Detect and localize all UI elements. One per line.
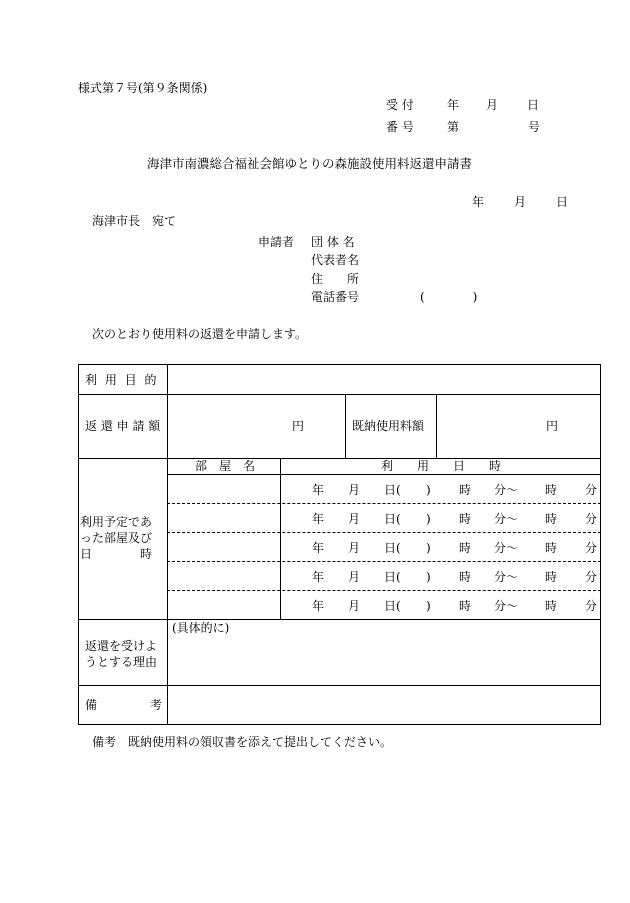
remarks-label-right: 考 [150, 698, 163, 712]
refund-yen: 円 [292, 419, 305, 433]
date-unit-label: 時 [459, 512, 472, 526]
phone-label: 電話番号 [311, 290, 360, 304]
date-unit-label: 分～ [494, 599, 519, 613]
date-unit-label: 日( [384, 570, 401, 584]
refund-amount-label: 返 還 申 請 額 [85, 419, 161, 433]
date-unit-label: 日( [384, 541, 401, 555]
date-unit-label: 日( [384, 512, 401, 526]
paid-fee-label: 既納使用料額 [352, 419, 425, 433]
document-title: 海津市南濃総合福祉会館ゆとりの森施設使用料返還申請書 [147, 156, 473, 171]
representative-label: 代表者名 [311, 253, 360, 267]
date-unit-label: 分 [585, 512, 598, 526]
date-unit-label: 月 [348, 570, 361, 584]
applicant-label: 申請者 [258, 235, 295, 249]
remarks-label-left: 備 [85, 698, 98, 712]
number-suffix: 号 [528, 120, 541, 134]
date-unit-label: 時 [459, 483, 472, 497]
footer-note: 備考 既納使用料の領収書を添えて提出してください。 [92, 735, 393, 749]
date-unit-label: 分～ [494, 541, 519, 555]
date-unit-label: 分～ [494, 570, 519, 584]
statement: 次のとおり使用料の返還を申請します。 [92, 327, 308, 341]
room-label-line1: 利用予定であ [80, 515, 153, 529]
group-name-label: 団 体 名 [311, 235, 355, 249]
date-unit-label: ) [426, 541, 431, 555]
date-year: 年 [472, 195, 485, 209]
room-label-line3: 日 時 [80, 547, 153, 561]
date-unit-label: 日( [384, 483, 401, 497]
date-unit-label: 月 [348, 512, 361, 526]
date-unit-label: ) [426, 512, 431, 526]
date-unit-label: 分 [585, 541, 598, 555]
date-unit-label: 月 [348, 599, 361, 613]
phone-paren: ( ) [420, 290, 478, 304]
date-unit-label: 分 [585, 483, 598, 497]
receipt-label: 受 付 [386, 98, 414, 112]
date-unit-label: 分～ [494, 512, 519, 526]
receipt-day: 日 [527, 98, 540, 112]
reason-label-line2: うとする理由 [85, 655, 158, 669]
date-unit-label: 時 [459, 599, 472, 613]
date-unit-label: 時 [545, 541, 558, 555]
paid-yen: 円 [546, 419, 559, 433]
number-label: 番 号 [386, 120, 414, 134]
date-unit-label: 時 [459, 570, 472, 584]
receipt-month: 月 [486, 98, 499, 112]
reason-hint: (具体的に) [172, 621, 230, 635]
date-unit-label: 分 [585, 570, 598, 584]
date-unit-label: 時 [545, 599, 558, 613]
date-unit-label: 年 [312, 599, 325, 613]
date-unit-label: 月 [348, 541, 361, 555]
date-unit-label: 分～ [494, 483, 519, 497]
addressee: 海津市長 宛て [92, 214, 177, 228]
date-unit-label: 日( [384, 599, 401, 613]
date-unit-label: 分 [585, 599, 598, 613]
form-number: 様式第７号(第９条関係) [78, 81, 208, 95]
date-unit-label: 時 [459, 541, 472, 555]
room-header: 部 屋 名 [195, 459, 256, 473]
date-unit-label: 年 [312, 570, 325, 584]
number-prefix: 第 [447, 120, 460, 134]
date-unit-label: 月 [348, 483, 361, 497]
date-unit-label: 時 [545, 483, 558, 497]
date-unit-label: ) [426, 599, 431, 613]
address-label: 住 所 [311, 272, 360, 286]
receipt-year: 年 [447, 98, 460, 112]
date-day: 日 [556, 195, 569, 209]
date-unit-label: 年 [312, 512, 325, 526]
date-month: 月 [514, 195, 527, 209]
date-unit-label: 年 [312, 541, 325, 555]
reason-label-line1: 返還を受けよ [85, 639, 158, 653]
date-unit-label: 年 [312, 483, 325, 497]
room-label-line2: った部屋及び [80, 531, 153, 545]
date-unit-label: ) [426, 483, 431, 497]
purpose-label: 利 用 目 的 [85, 373, 159, 387]
datetime-header: 利 用 日 時 [381, 459, 502, 473]
date-unit-label: 時 [545, 570, 558, 584]
date-unit-label: 時 [545, 512, 558, 526]
date-unit-label: ) [426, 570, 431, 584]
